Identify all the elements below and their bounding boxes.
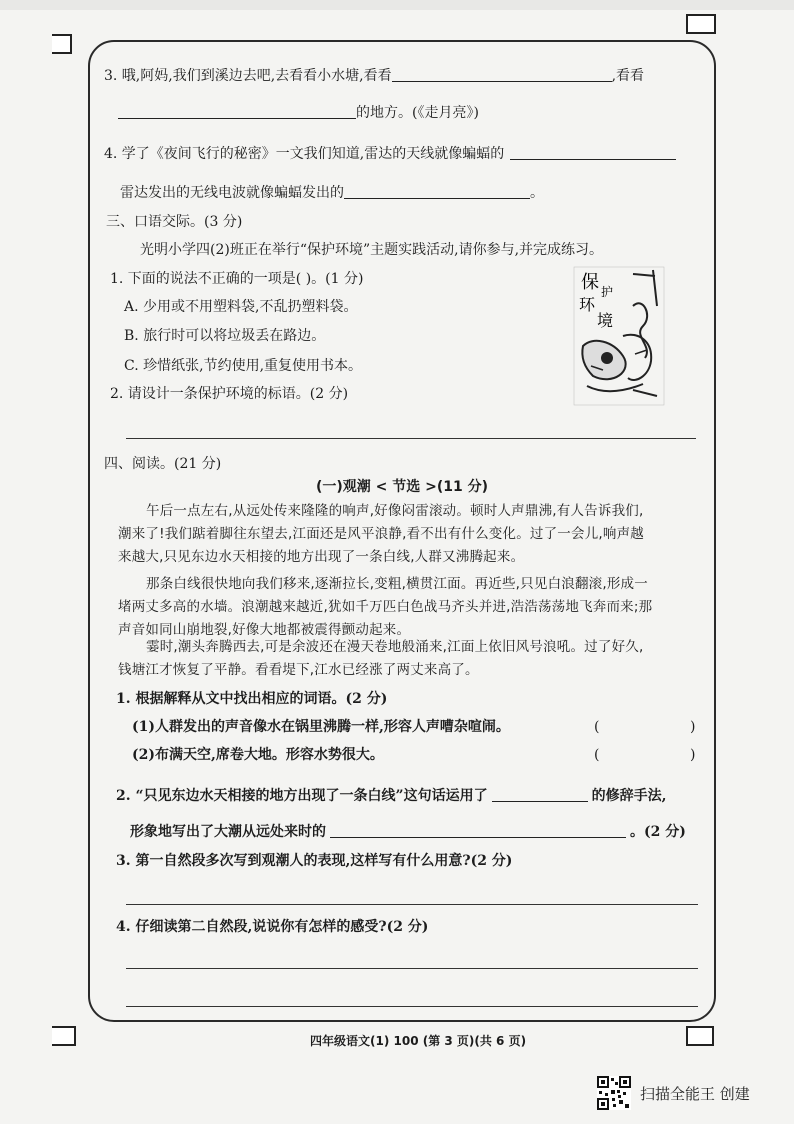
section3-intro: 光明小学四(2)班正在举行“保护环境”主题实践活动,请你参与,并完成练习。 bbox=[140, 242, 604, 258]
q1a-answer-close[interactable]: ) bbox=[690, 719, 696, 735]
reading-q2-text2: 的修辞手法, bbox=[591, 788, 667, 804]
section3-heading: 三、口语交际。(3 分) bbox=[106, 214, 243, 230]
section3-q1: 1. 下面的说法不正确的一项是( )。(1 分) bbox=[110, 271, 364, 287]
page-number: 四年级语文(1) 100 (第 3 页)(共 6 页) bbox=[310, 1034, 527, 1048]
q4-line1 bbox=[104, 144, 676, 164]
reading-q2-score: 。(2 分) bbox=[630, 824, 686, 840]
passage-line: 钱塘江才恢复了平静。看看堤下,江水已经涨了两丈来高了。 bbox=[118, 662, 479, 678]
option-b[interactable]: B. 旅行时可以将垃圾丢在路边。 bbox=[124, 328, 326, 344]
reading-q3: 3. 第一自然段多次写到观潮人的表现,这样写有什么用意?(2 分) bbox=[116, 853, 513, 869]
q4-blank1[interactable] bbox=[510, 145, 676, 160]
q4-answer-line-2[interactable] bbox=[126, 1006, 698, 1007]
poster-char-2: 护 bbox=[601, 285, 614, 299]
reading-q2-line2 bbox=[130, 822, 686, 842]
passage-line: 来越大,只见东边水天相接的地方出现了一条白线,人群又沸腾起来。 bbox=[118, 549, 525, 565]
passage-line: 霎时,潮头奔腾西去,可是余波还在漫天卷地般涌来,江面上依旧风号浪吼。过了好久, bbox=[146, 639, 644, 655]
qr-code-icon bbox=[597, 1076, 631, 1110]
poster-char-3: 环 bbox=[579, 295, 596, 314]
poster-char-1: 保 bbox=[581, 272, 599, 293]
passage-line: 潮来了!我们踮着脚往东望去,江面还是风平浪静,看不出有什么变化。过了一会儿,响声越 bbox=[118, 526, 644, 542]
option-a[interactable]: A. 少用或不用塑料袋,不乱扔塑料袋。 bbox=[124, 299, 358, 315]
reading-q1b: (2)布满天空,席卷大地。形容水势很大。 bbox=[132, 747, 384, 763]
passage-line: 堵两丈多高的水墙。浪潮越来越近,犹如千万匹白色战马齐头并进,浩浩荡荡地飞奔而来;那 bbox=[118, 599, 653, 615]
q4-text: 4. 学了《夜间飞行的秘密》一文我们知道,雷达的天线就像蝙蝠的 bbox=[104, 146, 505, 162]
q4-period: 。 bbox=[530, 185, 544, 201]
q3-text: 3. 哦,阿妈,我们到溪边去吧,去看看小水塘,看看 bbox=[104, 68, 392, 84]
reading-q4: 4. 仔细读第二自然段,说说你有怎样的感受?(2 分) bbox=[116, 919, 429, 935]
q4-text2: 雷达发出的无线电波就像蝙蝠发出的 bbox=[120, 185, 344, 201]
passage-line: 午后一点左右,从远处传来隆隆的响声,好像闷雷滚动。顿时人声鼎沸,有人告诉我们, bbox=[146, 503, 644, 519]
reading-q2-text3: 形象地写出了大潮从远处来时的 bbox=[130, 824, 326, 840]
q1b-answer-open[interactable]: ( bbox=[594, 747, 600, 763]
scanner-watermark: 扫描全能王 创建 bbox=[640, 1085, 750, 1103]
q4-answer-line-1[interactable] bbox=[126, 968, 698, 969]
environment-poster-illustration bbox=[573, 266, 665, 406]
q3-line1 bbox=[104, 66, 644, 86]
q1a-answer-open[interactable]: ( bbox=[594, 719, 600, 735]
q3-blank1[interactable] bbox=[392, 67, 612, 82]
q3-source: 的地方。(《走月亮》) bbox=[356, 105, 479, 121]
poster-char-4: 境 bbox=[597, 311, 614, 330]
q1b-answer-close[interactable]: ) bbox=[690, 747, 696, 763]
q3-answer-line[interactable] bbox=[126, 904, 698, 905]
page-edge bbox=[0, 0, 794, 10]
q3-blank2[interactable] bbox=[118, 104, 356, 119]
passage-line: 声音如同山崩地裂,好像大地都被震得颤动起来。 bbox=[118, 622, 411, 638]
rhetoric-blank[interactable] bbox=[492, 787, 588, 802]
section3-q2: 2. 请设计一条保护环境的标语。(2 分) bbox=[110, 386, 349, 402]
q3-text2: ,看看 bbox=[611, 68, 645, 84]
option-c[interactable]: C. 珍惜纸张,节约使用,重复使用书本。 bbox=[124, 358, 363, 374]
slogan-answer-line[interactable] bbox=[126, 438, 696, 439]
corner-mark-bottom-right bbox=[686, 1026, 714, 1046]
q3-line2 bbox=[118, 103, 479, 123]
reading-q2-line1 bbox=[116, 786, 666, 806]
corner-mark-top-right bbox=[686, 14, 716, 34]
q4-line2 bbox=[120, 183, 544, 203]
reading-q2-text: 2. “只见东边水天相接的地方出现了一条白线”这句话运用了 bbox=[116, 788, 488, 804]
corner-mark-top-left bbox=[52, 34, 72, 54]
corner-mark-bottom-left bbox=[52, 1026, 76, 1046]
description-blank[interactable] bbox=[330, 823, 626, 838]
reading-q1: 1. 根据解释从文中找出相应的词语。(2 分) bbox=[116, 691, 388, 707]
passage-line: 那条白线很快地向我们移来,逐渐拉长,变粗,横贯江面。再近些,只见白浪翻滚,形成一 bbox=[146, 576, 648, 592]
section4-heading: 四、阅读。(21 分) bbox=[104, 456, 222, 472]
reading-q1a: (1)人群发出的声音像水在锅里沸腾一样,形容人声嘈杂喧闹。 bbox=[132, 719, 510, 735]
q4-blank2[interactable] bbox=[344, 184, 530, 199]
passage-title: (一)观潮 < 节选 >(11 分) bbox=[316, 479, 489, 495]
